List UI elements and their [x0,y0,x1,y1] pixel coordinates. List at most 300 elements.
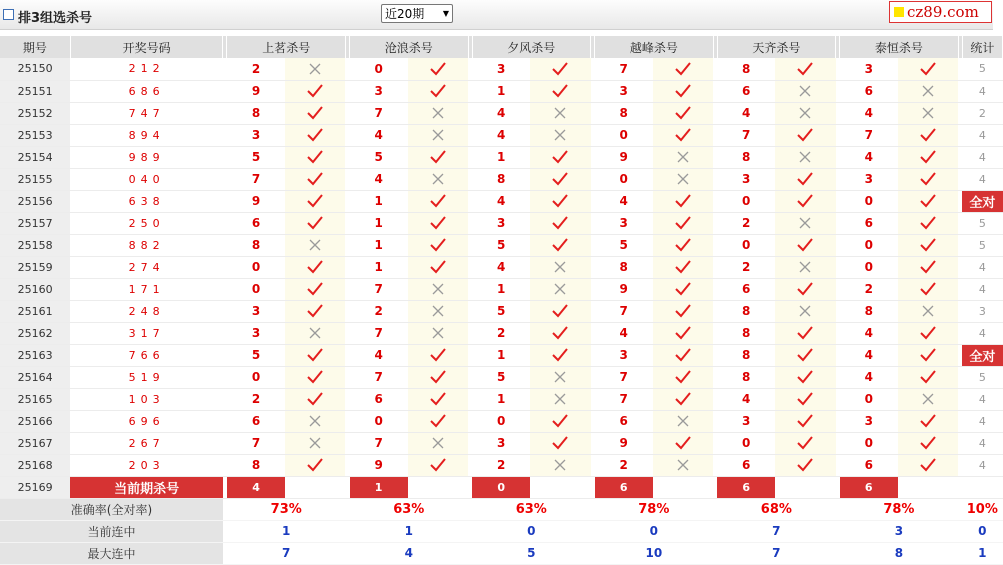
stat-cell: 5 [962,366,1002,388]
cross-icon [797,106,813,120]
logo-text: cz89.com [907,3,979,21]
kill-number-cell: 3 [472,212,530,234]
check-icon [675,62,691,76]
check-icon [430,216,446,230]
kill-number-cell: 4 [595,322,653,344]
kill-number-cell: 2 [717,256,775,278]
hit-mark-cell [898,234,958,256]
issue-cell: 25153 [0,124,70,146]
kill-number-cell: 3 [350,80,408,102]
kill-number-cell: 2 [227,388,285,410]
issue-cell: 25159 [0,256,70,278]
issue-cell: 25158 [0,234,70,256]
hit-mark-cell [898,388,958,410]
hit-mark-cell [530,300,590,322]
cross-icon [552,128,568,142]
summary-value: 0 [595,520,714,542]
kill-number-cell: 6 [595,410,653,432]
kill-number-cell: 0 [717,432,775,454]
summary-value: 78% [840,498,959,520]
kill-number-cell: 7 [350,366,408,388]
kill-number-cell: 6 [227,212,285,234]
summary-value: 7 [717,520,836,542]
kill-number-cell: 8 [840,300,898,322]
kill-number-cell: 8 [472,168,530,190]
kill-number-cell: 4 [717,102,775,124]
hit-mark-cell [530,80,590,102]
current-streak-row [0,520,1003,542]
cross-icon [797,260,813,274]
accuracy-row [0,498,1003,520]
cross-icon [675,458,691,472]
kill-number-cell: 7 [595,388,653,410]
issue-cell: 25157 [0,212,70,234]
period-select-value: 近20期 [385,7,425,21]
summary-stat-value: 10% [962,498,1002,520]
issue-cell: 25161 [0,300,70,322]
check-icon [552,304,568,318]
hit-mark-cell [530,168,590,190]
hit-mark-cell [653,366,713,388]
current-kill-blank [653,476,713,498]
issue-cell: 25169 [0,476,70,498]
kill-number-cell: 8 [227,454,285,476]
kill-number-cell: 7 [595,300,653,322]
draw-number-cell: 766 [70,344,223,366]
summary-value: 1 [350,520,469,542]
table-row [0,344,1003,366]
kill-number-cell: 0 [227,366,285,388]
check-icon [675,238,691,252]
hit-mark-cell [775,58,835,80]
stat-cell: 4 [962,432,1002,454]
hit-mark-cell [653,432,713,454]
kill-number-cell: 0 [227,256,285,278]
table-row [0,58,1003,80]
cross-icon [307,238,323,252]
hit-mark-cell [285,322,345,344]
hit-mark-cell [898,366,958,388]
cross-icon [307,414,323,428]
current-kill-blank [285,476,345,498]
cross-icon [307,326,323,340]
kill-number-cell: 8 [717,366,775,388]
hit-mark-cell [530,102,590,124]
kill-number-cell: 8 [717,344,775,366]
hit-mark-cell [408,344,468,366]
hit-mark-cell [408,168,468,190]
cross-icon [307,436,323,450]
hit-mark-cell [898,102,958,124]
kill-number-cell: 4 [840,102,898,124]
hit-mark-cell [775,212,835,234]
draw-number-cell: 103 [70,388,223,410]
hit-mark-cell [408,410,468,432]
kill-number-cell: 6 [717,80,775,102]
kill-number-cell: 6 [717,454,775,476]
hit-mark-cell [530,388,590,410]
table-row [0,234,1003,256]
col-header-expert: 越峰杀号 [595,36,714,58]
hit-mark-cell [530,256,590,278]
kill-number-cell: 7 [350,322,408,344]
summary-value: 5 [472,542,591,564]
hit-mark-cell [775,300,835,322]
check-icon [797,194,813,208]
check-icon [675,260,691,274]
kill-number-cell: 5 [472,234,530,256]
kill-number-cell: 4 [840,344,898,366]
table-row [0,300,1003,322]
table-row [0,168,1003,190]
check-icon [797,348,813,362]
hit-mark-cell [408,102,468,124]
check-icon [552,348,568,362]
kill-number-cell: 9 [227,190,285,212]
summary-value: 63% [350,498,469,520]
kill-number-cell: 6 [717,278,775,300]
kill-number-cell: 4 [595,190,653,212]
table-row [0,190,1003,212]
hit-mark-cell [285,256,345,278]
check-icon [307,304,323,318]
hit-mark-cell [653,80,713,102]
hit-mark-cell [408,212,468,234]
hit-mark-cell [653,234,713,256]
col-header-expert: 泰恒杀号 [840,36,959,58]
hit-mark-cell [898,168,958,190]
kill-number-cell: 2 [717,212,775,234]
stat-cell: 4 [962,410,1002,432]
draw-number-cell: 989 [70,146,223,168]
check-icon [552,414,568,428]
stat-cell [962,476,1002,498]
kill-number-cell: 9 [227,80,285,102]
stat-cell: 2 [962,102,1002,124]
hit-mark-cell [898,256,958,278]
cross-icon [675,414,691,428]
stat-cell: 3 [962,300,1002,322]
kill-number-cell: 5 [227,146,285,168]
cross-icon [552,392,568,406]
all-correct-badge: 全对 [962,344,1002,366]
hit-mark-cell [898,454,958,476]
check-icon [307,150,323,164]
summary-value: 4 [350,542,469,564]
summary-value: 3 [840,520,959,542]
check-icon [552,62,568,76]
kill-number-cell: 1 [350,256,408,278]
cross-icon [430,106,446,120]
col-header-expert: 沧浪杀号 [350,36,469,58]
current-kill-number: 0 [472,476,530,498]
summary-value: 68% [717,498,836,520]
kill-number-cell: 2 [472,322,530,344]
draw-number-cell: 747 [70,102,223,124]
issue-cell: 25150 [0,58,70,80]
hit-mark-cell [530,212,590,234]
kill-number-cell: 3 [840,410,898,432]
hit-mark-cell [653,322,713,344]
chevron-down-icon: ▼ [442,9,449,18]
kill-number-cell: 4 [472,256,530,278]
draw-number-cell: 248 [70,300,223,322]
draw-number-cell: 212 [70,58,223,80]
hit-mark-cell [285,212,345,234]
table-row [0,146,1003,168]
current-kill-blank [408,476,468,498]
kill-number-cell: 7 [350,102,408,124]
cross-icon [797,84,813,98]
check-icon [307,392,323,406]
kill-number-cell: 0 [350,410,408,432]
stat-cell: 4 [962,124,1002,146]
cross-icon [552,106,568,120]
check-icon [307,348,323,362]
check-icon [430,150,446,164]
check-icon [552,216,568,230]
kill-number-cell: 2 [350,300,408,322]
hit-mark-cell [285,388,345,410]
check-icon [920,216,936,230]
stat-cell: 4 [962,80,1002,102]
summary-value: 10 [595,542,714,564]
table-row [0,102,1003,124]
issue-cell: 25160 [0,278,70,300]
cross-icon [430,282,446,296]
summary-stat-value: 1 [962,542,1002,564]
hit-mark-cell [530,410,590,432]
draw-number-cell: 317 [70,322,223,344]
hit-mark-cell [898,58,958,80]
check-icon [797,326,813,340]
hit-mark-cell [530,234,590,256]
draw-number-cell: 638 [70,190,223,212]
kill-number-cell: 1 [350,234,408,256]
hit-mark-cell [285,102,345,124]
check-icon [552,150,568,164]
kill-number-cell: 4 [350,344,408,366]
hit-mark-cell [408,278,468,300]
hit-mark-cell [285,300,345,322]
check-icon [430,370,446,384]
check-icon [430,458,446,472]
draw-number-cell: 519 [70,366,223,388]
col-header-draw: 开奖号码 [70,36,223,58]
kill-number-cell: 0 [840,234,898,256]
hit-mark-cell [408,146,468,168]
summary-label: 当前连中 [0,520,223,542]
kill-number-cell: 5 [227,344,285,366]
current-kill-number: 6 [717,476,775,498]
summary-value: 73% [227,498,346,520]
kill-number-cell: 4 [472,102,530,124]
kill-number-cell: 3 [227,124,285,146]
draw-number-cell: 696 [70,410,223,432]
current-kill-number: 1 [350,476,408,498]
check-icon [675,370,691,384]
hit-mark-cell [285,80,345,102]
kill-number-cell: 3 [227,322,285,344]
check-icon [430,260,446,274]
check-icon [920,172,936,186]
kill-number-cell: 1 [350,212,408,234]
draw-number-cell: 894 [70,124,223,146]
check-icon [920,194,936,208]
cross-icon [552,370,568,384]
current-kill-blank [775,476,835,498]
check-icon [675,304,691,318]
col-header-expert: 天齐杀号 [717,36,836,58]
cross-icon [797,150,813,164]
col-header-expert: 上茗杀号 [227,36,346,58]
stat-cell: 5 [962,58,1002,80]
hit-mark-cell [775,388,835,410]
stat-cell: 4 [962,256,1002,278]
hit-mark-cell [653,146,713,168]
hit-mark-cell [775,256,835,278]
hit-mark-cell [775,168,835,190]
hit-mark-cell [530,366,590,388]
cross-icon [675,172,691,186]
hit-mark-cell [653,410,713,432]
hit-mark-cell [285,124,345,146]
check-icon [675,436,691,450]
cross-icon [675,150,691,164]
site-logo[interactable] [889,1,992,23]
current-kill-number: 6 [595,476,653,498]
check-icon [307,194,323,208]
check-icon [675,194,691,208]
check-icon [797,414,813,428]
kill-number-cell: 6 [227,410,285,432]
check-icon [430,348,446,362]
check-icon [675,216,691,230]
check-icon [307,172,323,186]
hit-mark-cell [408,234,468,256]
kill-number-cell: 3 [840,168,898,190]
hit-mark-cell [775,278,835,300]
table-row [0,388,1003,410]
summary-value: 1 [227,520,346,542]
check-icon [675,282,691,296]
check-icon [675,326,691,340]
hit-mark-cell [285,58,345,80]
hit-mark-cell [530,146,590,168]
issue-cell: 25156 [0,190,70,212]
kill-number-cell: 2 [472,454,530,476]
cross-icon [307,62,323,76]
table-row [0,432,1003,454]
cross-icon [920,84,936,98]
kill-number-table [0,36,1003,565]
kill-number-cell: 0 [840,190,898,212]
kill-number-cell: 7 [595,58,653,80]
current-kill-blank [898,476,958,498]
hit-mark-cell [775,344,835,366]
kill-number-cell: 5 [472,300,530,322]
check-icon [920,436,936,450]
draw-number-cell: 171 [70,278,223,300]
hit-mark-cell [898,432,958,454]
kill-number-cell: 7 [840,124,898,146]
kill-number-cell: 4 [840,146,898,168]
hit-mark-cell [775,102,835,124]
check-icon [797,458,813,472]
hit-mark-cell [530,124,590,146]
kill-number-cell: 3 [717,410,775,432]
hit-mark-cell [530,190,590,212]
hit-mark-cell [408,388,468,410]
hit-mark-cell [653,300,713,322]
hit-mark-cell [898,300,958,322]
stat-cell: 4 [962,168,1002,190]
kill-number-cell: 3 [227,300,285,322]
kill-number-cell: 6 [840,80,898,102]
kill-number-cell: 0 [472,410,530,432]
hit-mark-cell [408,124,468,146]
stat-cell: 4 [962,322,1002,344]
col-header-issue: 期号 [0,36,70,58]
check-icon [307,282,323,296]
check-icon [552,84,568,98]
hit-mark-cell [285,168,345,190]
period-select[interactable] [381,4,453,23]
table-header-row [0,36,1003,58]
kill-number-cell: 9 [595,278,653,300]
page-title: 排3组选杀号 [18,11,93,26]
cross-icon [552,260,568,274]
hit-mark-cell [775,432,835,454]
kill-number-cell: 6 [350,388,408,410]
hit-mark-cell [285,278,345,300]
check-icon [552,436,568,450]
check-icon [920,370,936,384]
check-icon [430,62,446,76]
hit-mark-cell [285,344,345,366]
kill-number-cell: 0 [840,256,898,278]
issue-cell: 25152 [0,102,70,124]
table-row [0,256,1003,278]
kill-number-cell: 1 [350,190,408,212]
kill-number-cell: 3 [717,168,775,190]
kill-number-cell: 0 [840,388,898,410]
kill-number-cell: 0 [840,432,898,454]
cross-icon [797,216,813,230]
hit-mark-cell [775,454,835,476]
draw-number-cell: 882 [70,234,223,256]
summary-value: 0 [472,520,591,542]
kill-number-cell: 9 [350,454,408,476]
hit-mark-cell [653,454,713,476]
table-row [0,366,1003,388]
table-row [0,212,1003,234]
cross-icon [430,304,446,318]
check-icon [920,62,936,76]
kill-number-cell: 8 [227,234,285,256]
hit-mark-cell [775,366,835,388]
check-icon [920,260,936,274]
check-icon [797,172,813,186]
issue-cell: 25166 [0,410,70,432]
cross-icon [920,392,936,406]
kill-number-cell: 7 [227,168,285,190]
hit-mark-cell [408,322,468,344]
hit-mark-cell [653,278,713,300]
kill-number-cell: 3 [472,432,530,454]
check-icon [675,392,691,406]
hit-mark-cell [653,190,713,212]
